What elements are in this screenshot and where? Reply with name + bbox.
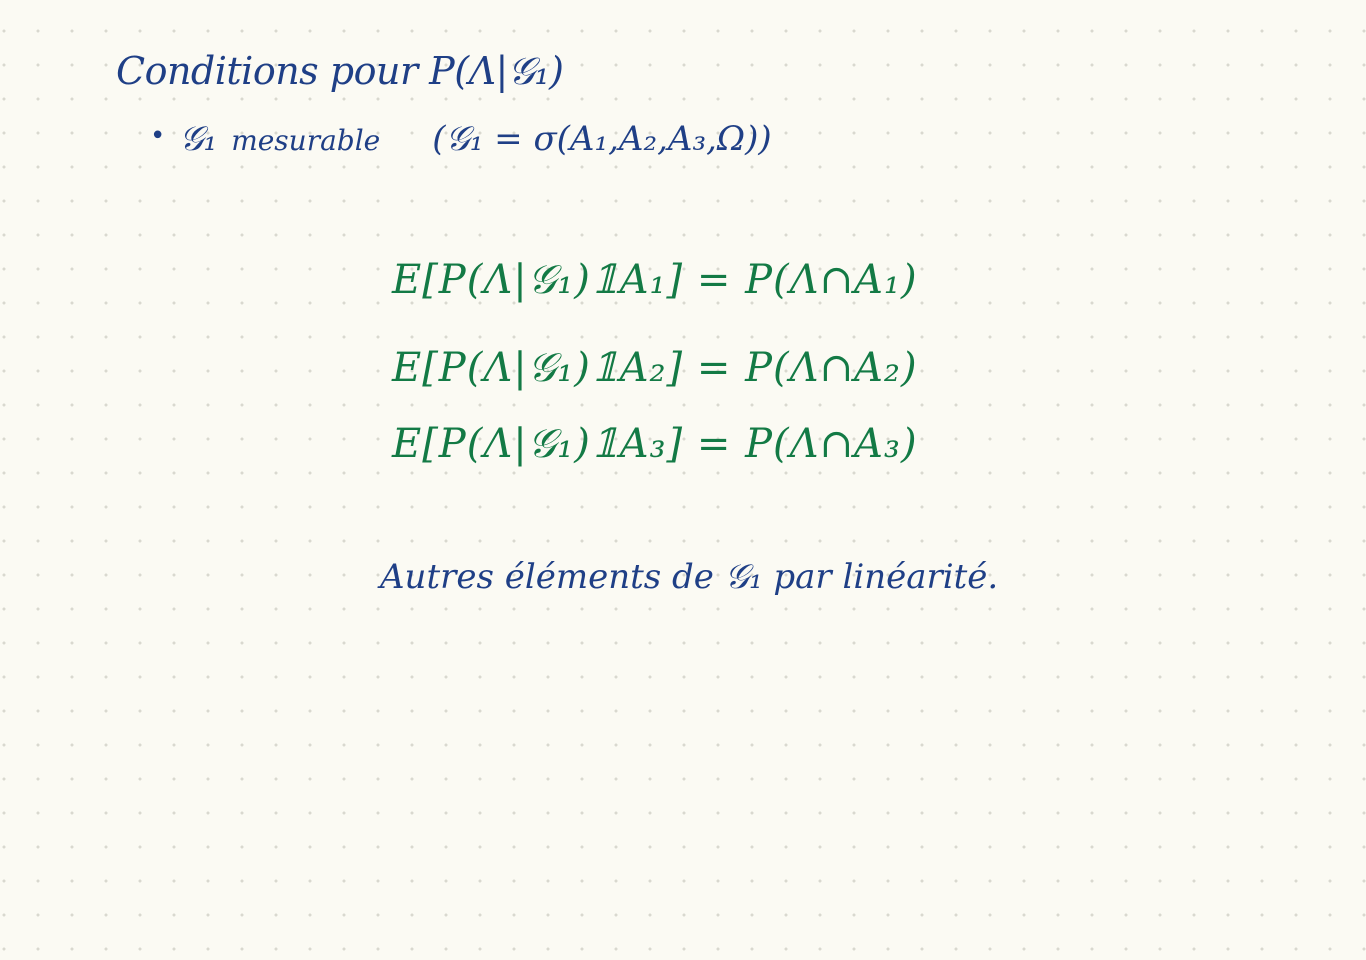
equation-a2: E[P(Λ|𝒢₁)𝟙A₂] = P(Λ∩A₂) — [392, 345, 918, 391]
conclusion-note: Autres éléments de 𝒢₁ par linéarité. — [380, 557, 999, 597]
sigma-algebra-definition: (𝒢₁ = σ(A₁,A₂,A₃,Ω)) — [432, 119, 772, 159]
equation-a1: E[P(Λ|𝒢₁)𝟙A₁] = P(Λ∩A₁) — [392, 257, 918, 303]
bullet-item — [150, 119, 772, 159]
equation-a3: E[P(Λ|𝒢₁)𝟙A₃] = P(Λ∩A₃) — [392, 421, 918, 467]
bullet-dot-icon: • — [150, 121, 166, 151]
bullet-property: mesurable — [231, 124, 381, 157]
bullet-subject: 𝒢₁ — [179, 119, 218, 159]
page-title: Conditions pour P(Λ|𝒢₁) — [116, 49, 564, 93]
